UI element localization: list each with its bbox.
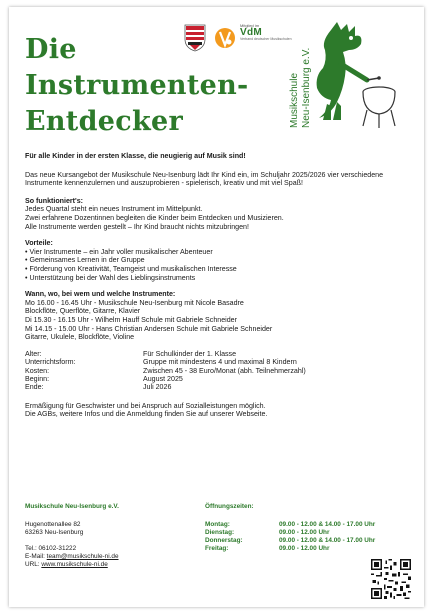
org-name: Musikschule Neu-Isenburg e.V.	[25, 503, 119, 510]
school-name-line-2: Neu-Isenburg e.V.	[301, 47, 312, 128]
title-line-3: Entdecker	[25, 106, 183, 137]
hours-heading: Öffnungszeiten:	[205, 503, 254, 510]
fact-value: Juli 2026	[143, 383, 172, 392]
schedule-heading: Wann, wo, bei wem und welche Instrumente:	[25, 290, 176, 299]
city-crest-icon	[184, 24, 206, 52]
school-name-line-1: Musikschule	[289, 72, 300, 128]
title-line-2: Instrumenten-	[25, 70, 249, 101]
table-row	[25, 383, 306, 391]
title-line-1: Die	[25, 34, 77, 65]
schedule-line: Gitarre, Ukulele, Blockflöte, Violine	[25, 333, 135, 342]
fact-label: Kosten:	[25, 366, 50, 375]
hours-time: 09.00 - 12.00 Uhr	[279, 529, 330, 536]
vdm-membership	[240, 24, 292, 42]
fact-label: Unterrichtsform:	[25, 358, 76, 367]
facts-table	[25, 350, 306, 392]
hours-day: Freitag:	[205, 545, 229, 552]
list-item: • Gemeinsames Lernen in der Gruppe	[25, 256, 400, 265]
how-line: Alle Instrumente werden gestellt – Ihr Kind braucht nichts mitzubringen!	[25, 222, 249, 231]
phone-number: Tel.: 06102-31222	[25, 545, 77, 552]
hours-row	[205, 537, 405, 545]
dragon-drummer-icon	[313, 20, 399, 132]
fact-label: Ende:	[25, 383, 44, 392]
hours-row	[205, 545, 405, 553]
schedule-line: Di 15.30 - 16.15 Uhr - Wilhelm Hauff Schule mit Gabriele Schneider	[25, 315, 237, 324]
list-item: • Unterstützung bei der Wahl des Lieblingsinstruments	[25, 274, 400, 283]
hours-time: 09.00 - 12.00 & 14.00 - 17.00 Uhr	[279, 521, 376, 528]
how-line: Zwei erfahrene Dozentinnen begleiten die Kinder beim Entdecken und Musizieren.	[25, 213, 284, 222]
fact-value: August 2025	[143, 374, 183, 383]
discount-note: Ermäßigung für Geschwister und bei Anspruch auf Sozialleistungen möglich.	[25, 401, 266, 410]
street-address: Hugenottenallee 82	[25, 521, 81, 528]
opening-hours	[205, 503, 405, 553]
hours-day: Montag:	[205, 521, 230, 528]
fact-label: Alter:	[25, 349, 42, 358]
url-label: URL:	[25, 561, 40, 568]
hours-row	[205, 521, 405, 529]
table-row	[25, 375, 306, 383]
advantages-heading: Vorteile:	[25, 239, 53, 248]
website-note: Die AGBs, weitere Infos und die Anmeldung finden Sie auf unserer Webseite.	[25, 410, 268, 419]
how-section	[25, 197, 400, 231]
hours-time: 09.00 - 12.00 Uhr	[279, 545, 330, 552]
list-item: • Vier Instrumente – ein Jahr voller musikalischer Abenteuer	[25, 248, 400, 257]
fact-value: Für Schulkinder der 1. Klasse	[143, 349, 237, 358]
hours-row	[205, 529, 405, 537]
school-name-vertical	[289, 28, 315, 128]
vdm-member-text: Mitglied im	[240, 23, 260, 28]
fact-value: Zwischen 45 - 38 Euro/Monat (abh. Teilnehmerzahl)	[143, 366, 306, 375]
email-row	[25, 553, 185, 561]
intro-text: Für alle Kinder in der ersten Klasse, die neugierig auf Musik sind!	[25, 152, 246, 160]
fact-label: Beginn:	[25, 374, 50, 383]
vdm-acronym: VdM	[240, 27, 263, 38]
schedule-line: Mo 16.00 - 16.45 Uhr - Musikschule Neu-Isenburg mit Nicole Basadre	[25, 298, 244, 307]
table-row	[25, 350, 306, 358]
city-address: 63263 Neu-Isenburg	[25, 529, 84, 536]
url-row	[25, 561, 185, 569]
email-label: E-Mail:	[25, 553, 45, 560]
how-line: Jedes Quartal steht ein neues Instrument im Mittelpunkt.	[25, 205, 203, 214]
advantages-list	[25, 248, 400, 282]
hours-day: Donnerstag:	[205, 537, 243, 544]
advantages-section	[25, 239, 400, 282]
table-row	[25, 358, 306, 366]
description-text: Das neue Kursangebot der Musikschule Neu-Isenburg lädt Ihr Kind ein, im Schuljahr 2025/2026 vier verschiedene Instrumente kennenzulernen und auszuprobieren - spielerisch, kreativ und mit viel Spaß!	[25, 170, 384, 188]
schedule-line: Blockflöte, Querflöte, Gitarre, Klavier	[25, 307, 141, 316]
email-link[interactable]: team@musikschule-ni.de	[46, 553, 119, 560]
schedule-section	[25, 290, 400, 342]
main-content	[25, 152, 400, 419]
fact-value: Gruppe mit mindestens 4 und maximal 8 Kindern	[143, 358, 297, 367]
list-item: • Förderung von Kreativität, Teamgeist und musikalischen Interesse	[25, 265, 400, 274]
contact-block	[25, 503, 185, 569]
website-link[interactable]: www.musikschule-ni.de	[41, 561, 108, 568]
hours-time: 09.00 - 12.00 & 14.00 - 17.00 Uhr	[279, 537, 376, 544]
table-row	[25, 367, 306, 375]
vdm-caption: Verband deutscher Musikschulen	[240, 37, 292, 41]
vdm-logo-icon	[214, 25, 236, 51]
how-heading: So funktioniert's:	[25, 196, 84, 205]
qr-code-icon[interactable]	[371, 559, 411, 599]
schedule-line: Mi 14.15 - 15.00 Uhr - Hans Christian Andersen Schule mit Gabriele Schneider	[25, 324, 273, 333]
hours-day: Dienstag:	[205, 529, 235, 536]
